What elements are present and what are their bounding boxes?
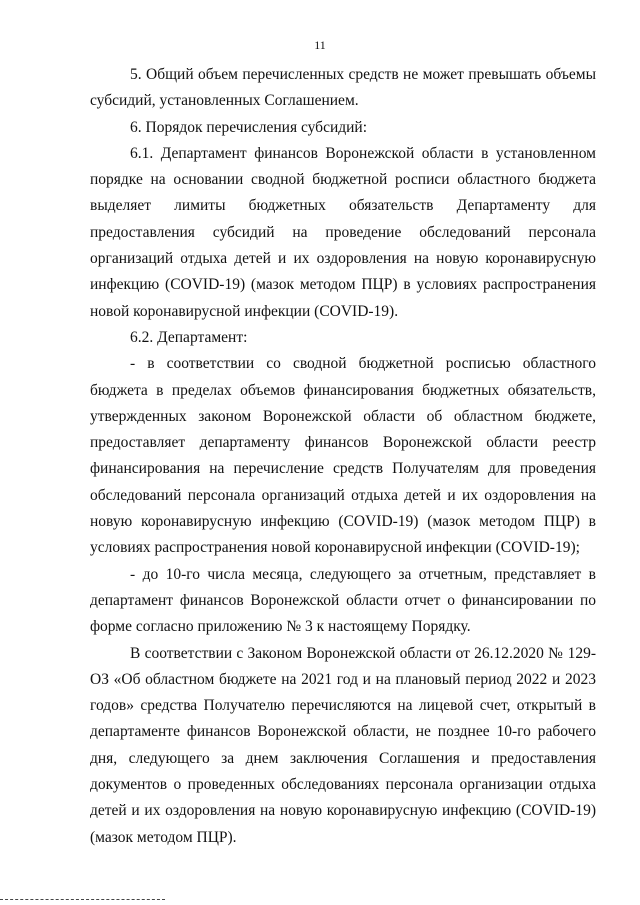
paragraph-6-2-item-1: - в соответствии со сводной бюджетной росписью областного бюджета в пределах объемов финансирования бюджетных обязательств, утвержденных законом Воронежской области об областном бюджете, предоставляет департаменту финансов Воронежской области реестр финансирования на перечисление средств Получателям для проведения обследований персонала организаций отдыха детей и их оздоровления на новую коронавирусную инфекцию (COVID-19) (мазок методом ПЦР) в условиях распространения новой коронавирусной инфекции (COVID-19);: [90, 355, 596, 557]
paragraph-6-heading: 6. Порядок перечисления субсидий:: [130, 118, 368, 136]
paragraph-law-reference: В соответствии с Законом Воронежской области от 26.12.2020 № 129-ОЗ «Об областном бюджете на 2021 год и на плановый период 2022 и 2023 годов» средства Получателю перечисляются на лицевой счет, открытый в департаменте финансов Воронежской области, не позднее 10-го рабочего дня, следующего за днем заключения Соглашения и предоставления документов о проведенных обследованиях персонала организации отдыха детей и их оздоровления на новую коронавирусную инфекцию (COVID-19) (мазок методом ПЦР).: [90, 644, 596, 846]
paragraph-5: 5. Общий объем перечисленных средств не может превышать объемы субсидий, установленных Соглашением.: [90, 66, 596, 110]
document-body: [90, 62, 596, 851]
paragraph-6-1: 6.1. Департамент финансов Воронежской области в установленном порядке на основании сводной бюджетной росписи областного бюджета выделяет лимиты бюджетных обязательств Департаменту для предоставления субсидий на проведение обследований персонала организаций отдыха детей и их оздоровления на новую коронавирусную инфекцию (COVID-19) (мазок методом ПЦР) в условиях распространения новой коронавирусной инфекции (COVID-19).: [90, 144, 596, 320]
paragraph-6-2-item-2: - до 10-го числа месяца, следующего за отчетным, представляет в департамент финансов Воронежской области отчет о финансировании по форме согласно приложению № 3 к настоящему Порядку.: [90, 565, 596, 636]
page-number: 11: [314, 38, 326, 52]
footer-divider: [0, 899, 165, 900]
paragraph-6-2-heading: 6.2. Департамент:: [130, 328, 248, 346]
